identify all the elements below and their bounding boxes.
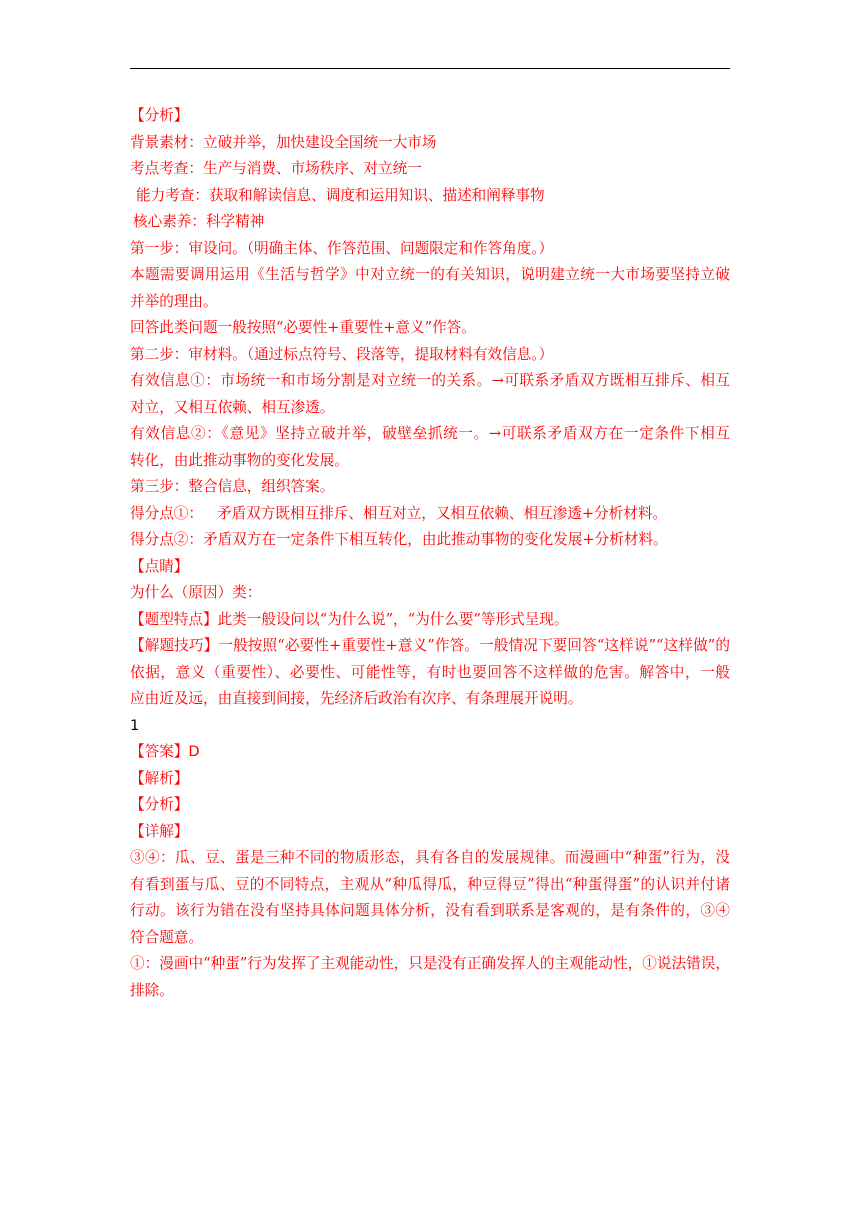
explanation-heading: 【解析】 [130, 769, 189, 787]
effective-info-2: 有效信息②：《意见》坚持立破并举，破壁垒抓统一。→可联系矛盾双方在一定条件下相互 [130, 425, 730, 442]
solving-skill-cont-2: 应由近及远，由直接到间接，先经济后政治有次序、有条理展开说明。 [130, 690, 583, 707]
score-point-1 [130, 501, 730, 528]
question-feature-label: 【题型特点】 [130, 610, 218, 628]
detail-paragraph-2-cont: 排除。 [130, 981, 174, 999]
score-point-1-label: 得分点①： [130, 504, 203, 522]
step-one: 第一步：审设问。（明确主体、作答范围、问题限定和作答角度。） [130, 239, 554, 257]
solving-skill-text: 一般按照“必要性+重要性+意义”作答。一般情况下要回答“这样说”“这样做”的 [218, 637, 730, 654]
tips-heading: 【点睛】 [130, 557, 189, 575]
analysis-heading: 【分析】 [130, 107, 189, 124]
score-point-2: 得分点②：矛盾双方在一定条件下相互转化，由此推动事物的变化发展+分析材料。 [130, 531, 668, 548]
step-one-description-cont: 并举的理由。 [130, 292, 218, 310]
header-rule [130, 68, 730, 69]
effective-info-1-cont: 对立，又相互依赖、相互渗透。 [130, 398, 335, 416]
detail-heading: 【详解】 [130, 822, 189, 840]
analysis-heading-2: 【分析】 [130, 796, 189, 813]
answer-format: 回答此类问题一般按照“必要性+重要性+意义”作答。 [130, 319, 476, 336]
solving-skill-label: 【解题技巧】 [130, 637, 219, 654]
detail-paragraph-1: ③④：瓜、豆、蛋是三种不同的物质形态，具有各自的发展规律。而漫画中“种蛋”行为，没 [130, 849, 730, 866]
question-feature-text: 此类一般设问以“为什么说”，“为什么要”等形式呈现。 [217, 610, 569, 628]
detail-paragraph-1-cont-2: 行动。该行为错在没有坚持具体问题具体分析，没有看到联系是客观的，是有条件的，③④ [130, 902, 730, 919]
answer-line [130, 739, 730, 766]
step-three: 第三步：整合信息，组织答案。 [130, 478, 335, 495]
answer-value: D [188, 743, 200, 760]
score-point-1-text: 矛盾双方既相互排斥、相互对立，又相互依赖、相互渗透+分析材料。 [216, 504, 668, 522]
solving-skill [130, 633, 730, 660]
question-number: 1 [130, 716, 140, 734]
solving-skill-cont-1: 依据，意义（重要性）、必要性、可能性等，有时也要回答不这样做的危害。解答中，一般 [130, 663, 730, 681]
detail-paragraph-2: ①：漫画中“种蛋”行为发挥了主观能动性，只是没有正确发挥人的主观能动性，①说法错误， [130, 955, 730, 972]
why-type-label: 为什么（原因）类： [130, 584, 262, 601]
detail-paragraph-1-cont-3: 符合题意。 [130, 928, 203, 946]
detail-paragraph-1-cont-1: 有看到蛋与瓜、豆的不同特点，主观从“种瓜得瓜，种豆得豆”得出“种蛋得蛋”的认识并付诸 [130, 875, 730, 893]
document-body [130, 103, 730, 1004]
step-two: 第二步：审材料。（通过标点符号、段落等，提取材料有效信息。） [130, 345, 554, 363]
effective-info-1: 有效信息①：市场统一和市场分割是对立统一的关系。→可联系矛盾双方既相互排斥、相互 [130, 372, 730, 389]
background-material: 背景素材：立破并举，加快建设全国统一大市场 [130, 133, 437, 151]
answer-label: 【答案】 [130, 743, 189, 760]
exam-points: 考点考查：生产与消费、市场秩序、对立统一 [130, 160, 422, 177]
core-literacy: 核心素养：科学精神 [133, 213, 265, 230]
step-one-description: 本题需要调用运用《生活与哲学》中对立统一的有关知识，说明建立统一大市场要坚持立破 [130, 266, 730, 283]
question-feature [130, 607, 730, 634]
effective-info-2-cont: 转化，由此推动事物的变化发展。 [130, 451, 349, 469]
ability-assessment: 能力考查：获取和解读信息、调度和运用知识、描述和阐释事物 [136, 186, 545, 204]
